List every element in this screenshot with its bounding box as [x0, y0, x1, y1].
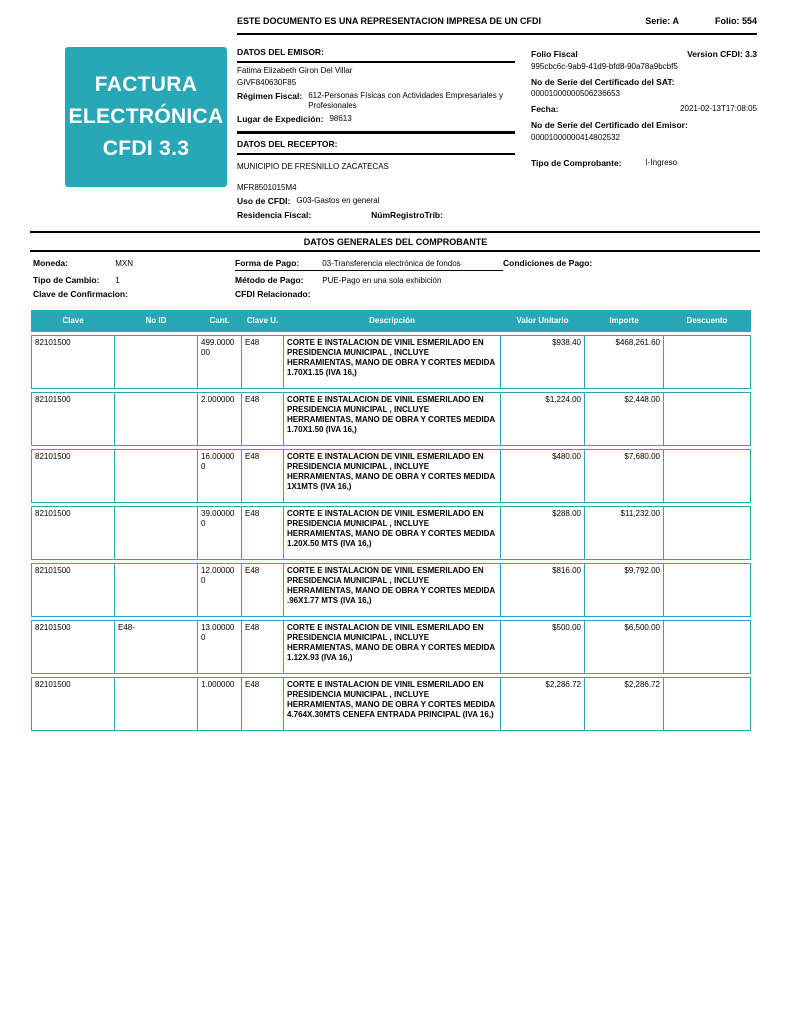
fecha-row — [531, 104, 757, 115]
table-row — [31, 506, 758, 560]
emisor-cert-label: No de Serie del Certificado del Emisor: — [531, 119, 688, 130]
header-cant: Cant. — [197, 310, 242, 332]
cell-importe: $2,448.00 — [584, 392, 664, 446]
cell-clave: 82101500 — [31, 563, 115, 617]
condiciones-pago-label: Condiciones de Pago: — [503, 258, 593, 269]
table-row — [31, 677, 758, 731]
header-descripcion: Descripción — [283, 310, 501, 332]
cell-valor-unitario: $816.00 — [500, 563, 585, 617]
cell-clave-u: E48 — [241, 449, 284, 503]
cell-descuento — [663, 506, 751, 560]
residencia-fiscal-row — [237, 210, 515, 221]
items-table — [31, 310, 758, 731]
serie-label: Serie: — [645, 16, 671, 26]
logo-line-2: ELECTRÓNICA — [68, 105, 224, 128]
cell-valor-unitario: $480.00 — [500, 449, 585, 503]
fiscal-data-column — [531, 47, 757, 220]
cell-descripcion: CORTE E INSTALACION DE VINIL ESMERILADO EN PRESIDENCIA MUNICIPAL , INCLUYE HERRAMIENTAS, MANO DE OBRA Y CORTES MEDIDA 1.20X.50 MTS (IVA 16,) — [283, 506, 501, 560]
num-registro-trib-label: NúmRegistroTrib: — [371, 209, 443, 220]
header-section — [65, 47, 757, 220]
cell-clave-u: E48 — [241, 392, 284, 446]
cell-descuento — [663, 335, 751, 389]
document-title: ESTE DOCUMENTO ES UNA REPRESENTACION IMPRESA DE UN CFDI — [237, 16, 542, 26]
cell-cant: 39.000000 — [197, 506, 242, 560]
fecha-value: 2021-02-13T17:08:05 — [680, 104, 757, 114]
uso-cfdi-value: G03-Gastos en general — [296, 195, 380, 205]
cell-descuento — [663, 620, 751, 674]
table-row — [31, 335, 758, 389]
residencia-fiscal-label: Residencia Fiscal: — [237, 209, 312, 220]
moneda-value: MXN — [115, 259, 134, 269]
cell-cant: 16.000000 — [197, 449, 242, 503]
cell-valor-unitario: $500.00 — [500, 620, 585, 674]
metodo-pago-label: Método de Pago: — [235, 275, 304, 286]
cell-no-id — [114, 506, 198, 560]
cell-importe: $468,261.60 — [584, 335, 664, 389]
cell-no-id — [114, 392, 198, 446]
header-clave-u: Clave U. — [241, 310, 284, 332]
cell-no-id — [114, 677, 198, 731]
cell-descuento — [663, 392, 751, 446]
forma-pago-value: 03-Transferencia electrónica de fondos — [322, 259, 461, 269]
uso-cfdi-label: Uso de CFDI: — [237, 195, 291, 206]
cell-descuento — [663, 449, 751, 503]
tipo-comprobante-label: Tipo de Comprobante: — [531, 157, 622, 168]
generales-grid — [33, 258, 760, 299]
cell-valor-unitario: $938.40 — [500, 335, 585, 389]
regimen-fiscal-value: 612-Personas Físicas con Actividades Empresariales y Profesionales — [308, 90, 503, 110]
cell-clave: 82101500 — [31, 392, 115, 446]
cell-clave: 82101500 — [31, 449, 115, 503]
logo-line-3: CFDI 3.3 — [102, 137, 190, 160]
tipo-cambio-label: Tipo de Cambio: — [33, 275, 100, 286]
cell-cant: 2.000000 — [197, 392, 242, 446]
version-cfdi-field — [687, 49, 757, 60]
table-row — [31, 449, 758, 503]
header-importe: Importe — [584, 310, 664, 332]
regimen-fiscal-label: Régimen Fiscal: — [237, 90, 303, 101]
cell-clave: 82101500 — [31, 506, 115, 560]
generales-heading: DATOS GENERALES DEL COMPROBANTE — [303, 237, 488, 248]
folio-value: 554 — [741, 16, 757, 26]
factura-electronica-logo — [65, 47, 227, 187]
cell-descripcion: CORTE E INSTALACION DE VINIL ESMERILADO EN PRESIDENCIA MUNICIPAL , INCLUYE HERRAMIENTAS, MANO DE OBRA Y CORTES MEDIDA 1.70X1.50 (IVA 16,) — [283, 392, 501, 446]
cell-descripcion: CORTE E INSTALACION DE VINIL ESMERILADO EN PRESIDENCIA MUNICIPAL , INCLUYE HERRAMIENTAS, MANO DE OBRA Y CORTES MEDIDA 4.764X.30MTS CENEFA ENTRADA PRINCIPAL (IVA 16,) — [283, 677, 501, 731]
table-row — [31, 392, 758, 446]
cell-cant: 12.000000 — [197, 563, 242, 617]
cell-clave-u: E48 — [241, 335, 284, 389]
receptor-heading: DATOS DEL RECEPTOR: — [237, 139, 515, 155]
metodo-pago-value: PUE-Pago en una sola exhibición — [322, 276, 442, 286]
tipo-cambio-field — [33, 275, 235, 285]
regimen-fiscal-field — [237, 91, 515, 111]
cell-descripcion: CORTE E INSTALACION DE VINIL ESMERILADO EN PRESIDENCIA MUNICIPAL , INCLUYE HERRAMIENTAS, MANO DE OBRA Y CORTES MEDIDA 1X1MTS (IVA 16,) — [283, 449, 501, 503]
forma-pago-field — [235, 258, 503, 271]
emisor-heading: DATOS DEL EMISOR: — [237, 47, 515, 63]
forma-pago-label: Forma de Pago: — [235, 258, 300, 269]
version-cfdi-label: Version CFDI: — [687, 49, 743, 59]
cell-descripcion: CORTE E INSTALACION DE VINIL ESMERILADO EN PRESIDENCIA MUNICIPAL , INCLUYE HERRAMIENTAS, MANO DE OBRA Y CORTES MEDIDA 1.12X.93 (IVA 16,) — [283, 620, 501, 674]
uso-cfdi-field — [237, 196, 515, 207]
cell-clave: 82101500 — [31, 335, 115, 389]
cell-clave-u: E48 — [241, 506, 284, 560]
receptor-nombre: MUNICIPIO DE FRESNILLO ZACATECAS — [237, 161, 389, 171]
cell-importe: $11,232.00 — [584, 506, 664, 560]
condiciones-pago-field — [503, 258, 760, 271]
cell-descuento — [663, 563, 751, 617]
cell-clave: 82101500 — [31, 677, 115, 731]
cell-valor-unitario: $2,286.72 — [500, 677, 585, 731]
emisor-nombre: Fatima Elizabeth Giron Del Villar — [237, 65, 353, 75]
metodo-pago-field — [235, 275, 503, 285]
cell-descripcion: CORTE E INSTALACION DE VINIL ESMERILADO EN PRESIDENCIA MUNICIPAL , INCLUYE HERRAMIENTAS, MANO DE OBRA Y CORTES MEDIDA 1.70X1.15 (IVA 16,) — [283, 335, 501, 389]
table-row — [31, 620, 758, 674]
emisor-receptor-column — [237, 47, 515, 220]
generales-empty-cell — [503, 275, 760, 285]
cell-descuento — [663, 677, 751, 731]
cell-cant: 499.000000 — [197, 335, 242, 389]
items-body — [31, 335, 758, 731]
header-clave: Clave — [31, 310, 115, 332]
serie-value: A — [672, 16, 679, 26]
version-cfdi-value: 3.3 — [745, 49, 757, 59]
clave-confirmacion-label: Clave de Confirmacion: — [33, 289, 128, 300]
cell-descripcion: CORTE E INSTALACION DE VINIL ESMERILADO EN PRESIDENCIA MUNICIPAL , INCLUYE HERRAMIENTAS, MANO DE OBRA Y CORTES MEDIDA .96X1.77 MTS (IVA 16,) — [283, 563, 501, 617]
lugar-expedicion-label: Lugar de Expedición: — [237, 113, 324, 124]
receptor-rfc: MFR8501015M4 — [237, 182, 297, 192]
cell-no-id — [114, 335, 198, 389]
fecha-label: Fecha: — [531, 104, 559, 115]
serie-field — [645, 16, 679, 26]
table-row — [31, 563, 758, 617]
cell-importe: $6,500.00 — [584, 620, 664, 674]
folio-field — [715, 16, 757, 26]
sat-cert-label: No de Serie del Certificado del SAT: — [531, 76, 675, 87]
emisor-receptor-divider — [237, 131, 515, 134]
folio-fiscal-row — [531, 49, 757, 60]
generales-bottom-rule — [30, 250, 760, 252]
cfdi-relacionado-field — [235, 289, 503, 299]
moneda-label: Moneda: — [33, 258, 68, 269]
cell-no-id — [114, 563, 198, 617]
tipo-comprobante-row — [531, 158, 757, 169]
cfdi-relacionado-label: CFDI Relacionado: — [235, 289, 311, 300]
sat-cert-value: 00001000000506236653 — [531, 89, 620, 99]
generales-empty-cell — [503, 289, 760, 299]
folio-label: Folio: — [714, 16, 740, 26]
cell-importe: $9,792.00 — [584, 563, 664, 617]
header-descuento: Descuento — [663, 310, 751, 332]
emisor-rfc: GIVF840630F85 — [237, 77, 297, 87]
document-title-row — [237, 16, 757, 35]
cell-cant: 13.000000 — [197, 620, 242, 674]
tipo-comprobante-value: I-Ingreso — [645, 157, 678, 167]
folio-fiscal-value: 995cbc6c-9ab9-41d9-bfd8-90a78a9bcbf5 — [531, 61, 678, 71]
header-no-id: No ID — [114, 310, 198, 332]
cell-importe: $7,680.00 — [584, 449, 664, 503]
cell-clave: 82101500 — [31, 620, 115, 674]
emisor-cert-value: 00001000000414802532 — [531, 132, 620, 142]
header-valor-unitario: Valor Unitario — [500, 310, 585, 332]
cell-valor-unitario: $1,224.00 — [500, 392, 585, 446]
cell-cant: 1.000000 — [197, 677, 242, 731]
cell-no-id: E48- — [114, 620, 198, 674]
clave-confirmacion-field — [33, 289, 235, 299]
moneda-field — [33, 258, 235, 271]
cell-no-id — [114, 449, 198, 503]
table-header-row — [31, 310, 758, 332]
logo-line-1: FACTURA — [94, 73, 198, 96]
cell-clave-u: E48 — [241, 563, 284, 617]
cell-valor-unitario: $288.00 — [500, 506, 585, 560]
lugar-expedicion-value: 98613 — [329, 113, 352, 123]
folio-fiscal-label: Folio Fiscal — [531, 49, 578, 59]
cell-clave-u: E48 — [241, 677, 284, 731]
tipo-cambio-value: 1 — [115, 276, 120, 286]
cell-clave-u: E48 — [241, 620, 284, 674]
lugar-expedicion-field — [237, 114, 515, 125]
cell-importe: $2,286.72 — [584, 677, 664, 731]
